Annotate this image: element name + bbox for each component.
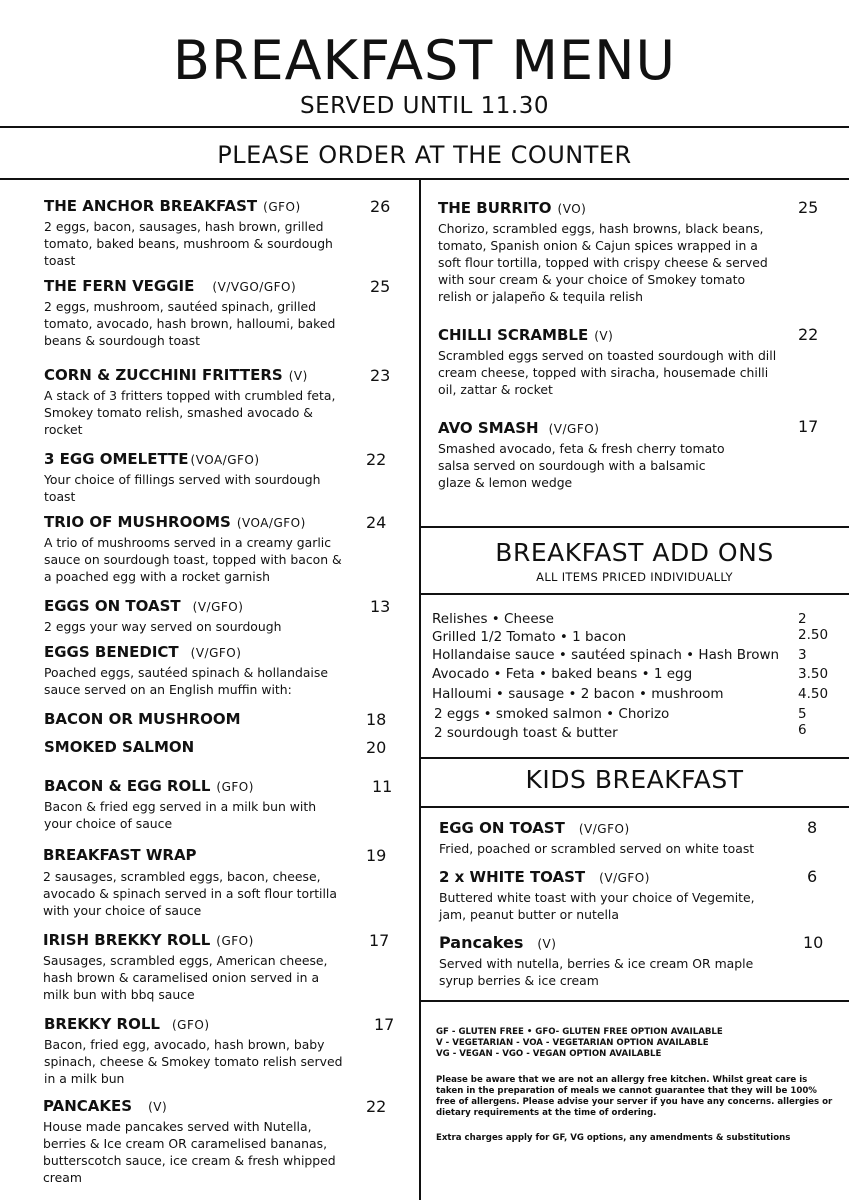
addon-item: Relishes • Cheese: [432, 611, 554, 627]
legend-line: VG - VEGAN - VGO - VEGAN OPTION AVAILABLE: [436, 1049, 662, 1059]
item-name: EGGS ON TOAST: [44, 597, 181, 615]
item-diet-tag: (V/GFO): [548, 422, 600, 436]
item-price: 13: [370, 597, 391, 616]
addon-price: 4.50: [798, 686, 829, 702]
item-name: THE FERN VEGGIE: [44, 277, 195, 295]
allergy-note: Please be aware that we are not an allergy free kitchen. Whilst great care is taken in the preparation of meals we cannot guarantee that they will be 100% free of allergens. Please advise your server if you have any concerns. allergies or dietary requirements at the time of ordering.: [436, 1075, 833, 1118]
legend-line: V - VEGETARIAN - VOA - VEGETARIAN OPTION AVAILABLE: [436, 1038, 709, 1048]
item-price: 18: [366, 710, 387, 729]
addon-price: 2.50: [798, 627, 829, 643]
item-description: Poached eggs, sautéed spinach & hollandaise sauce served on an English muffin with:: [44, 665, 328, 697]
item-description: Served with nutella, berries & ice cream OR maple syrup berries & ice cream: [439, 956, 754, 988]
menu-item: [439, 867, 779, 923]
divider-top: [0, 126, 849, 128]
kids-title: KIDS BREAKFAST: [525, 765, 744, 794]
item-description: Scrambled eggs served on toasted sourdough with dill cream cheese, topped with siracha, housemade chilli oil, zattar & rocket: [438, 348, 777, 397]
extra-charges-note: Extra charges apply for GF, VG options, any amendments & substitutions: [436, 1133, 791, 1143]
item-diet-tag: (V/GFO): [599, 871, 650, 885]
item-price: 26: [370, 197, 391, 216]
item-name: 3 EGG OMELETTE: [44, 450, 189, 468]
item-description: A stack of 3 fritters topped with crumbled feta, Smokey tomato relish, smashed avocado & rocket: [44, 388, 336, 437]
item-name: PANCAKES: [43, 1097, 133, 1115]
menu-item: [44, 596, 344, 635]
addon-price: 3.50: [798, 666, 829, 682]
item-name: EGG ON TOAST: [439, 819, 565, 837]
item-price: 22: [798, 325, 819, 344]
item-price: 6: [807, 867, 818, 886]
menu-item: [44, 276, 344, 349]
item-description: Your choice of fillings served with sourdough toast: [44, 472, 321, 504]
addons-title: BREAKFAST ADD ONS: [495, 538, 774, 567]
item-price: 8: [807, 818, 818, 837]
item-description: Smashed avocado, feta & fresh cherry tomato salsa served on sourdough with a balsamic glaze & lemon wedge: [438, 441, 725, 490]
item-name: CHILLI SCRAMBLE: [438, 326, 589, 344]
item-diet-tag: (V): [594, 329, 614, 343]
divider-addons-top: [419, 526, 849, 528]
order-note: PLEASE ORDER AT THE COUNTER: [217, 141, 632, 169]
divider-addons-header: [419, 593, 849, 595]
item-description: 2 eggs, bacon, sausages, hash brown, grilled tomato, baked beans, mushroom & sourdough toast: [44, 219, 333, 268]
menu-item: [44, 642, 344, 698]
item-price: 10: [803, 933, 824, 952]
item-name: THE BURRITO: [438, 199, 552, 217]
addon-price: 2: [798, 611, 807, 627]
item-name: AVO SMASH: [438, 419, 539, 437]
legend-line: GF - GLUTEN FREE • GFO- GLUTEN FREE OPTION AVAILABLE: [436, 1027, 723, 1037]
item-description: Fried, poached or scrambled served on white toast: [439, 841, 755, 856]
menu-item: [439, 933, 759, 989]
item-diet-tag: (V): [537, 937, 557, 951]
item-price: 24: [366, 513, 387, 532]
item-name: THE ANCHOR BREAKFAST: [44, 197, 258, 215]
menu-item: [44, 449, 344, 505]
menu-item: [44, 776, 344, 832]
item-price: 25: [370, 277, 391, 296]
item-diet-tag: (GFO): [216, 934, 254, 948]
menu-item: [44, 365, 344, 438]
item-name: EGGS BENEDICT: [44, 643, 179, 661]
addons-subtitle: ALL ITEMS PRICED INDIVIDUALLY: [536, 570, 733, 584]
item-description: Bacon, fried egg, avocado, hash brown, baby spinach, cheese & Smokey tomato relish served in a milk bun: [44, 1037, 343, 1086]
item-diet-tag: (VOA/GFO): [236, 516, 306, 530]
item-name: BREKKY ROLL: [44, 1015, 160, 1033]
item-diet-tag: (V/VGO/GFO): [212, 280, 297, 294]
item-price: 25: [798, 198, 819, 217]
menu-item: [438, 198, 778, 305]
item-diet-tag: (V/GFO): [192, 600, 244, 614]
menu-item: [44, 512, 344, 585]
addon-price: 3: [798, 647, 807, 663]
item-name: CORN & ZUCCHINI FRITTERS: [44, 366, 283, 384]
addon-item: Halloumi • sausage • 2 bacon • mushroom: [432, 686, 724, 702]
menu-item: [43, 930, 343, 1003]
item-price: 17: [798, 417, 819, 436]
item-description: 2 sausages, scrambled eggs, bacon, cheese, avocado & spinach served in a soft flour tortilla with your choice of sauce: [43, 869, 337, 918]
menu-item: [439, 818, 779, 857]
item-price: 20: [366, 738, 387, 757]
item-description: Chorizo, scrambled eggs, hash browns, black beans, tomato, Spanish onion & Cajun spices wrapped in a soft flour tortilla, topped with crispy cheese & served with sour cream & your choice of Smokey tomato relish or jalapeño & tequila relish: [438, 221, 768, 304]
item-name: Pancakes: [439, 933, 524, 952]
addon-item: Grilled 1/2 Tomato • 1 bacon: [432, 629, 627, 645]
item-name: BACON OR MUSHROOM: [44, 710, 241, 728]
item-diet-tag: (GFO): [263, 200, 301, 214]
item-diet-tag: (VO): [557, 202, 587, 216]
addon-item: Avocado • Feta • baked beans • 1 egg: [432, 666, 693, 682]
menu-subtitle: SERVED UNTIL 11.30: [300, 93, 549, 119]
menu-item: [43, 845, 343, 919]
addon-item: 2 eggs • smoked salmon • Chorizo: [434, 706, 670, 722]
item-name: 2 x WHITE TOAST: [439, 868, 586, 886]
item-name: IRISH BREKKY ROLL: [43, 931, 211, 949]
item-description: 2 eggs, mushroom, sautéed spinach, grilled tomato, avocado, hash brown, halloumi, baked beans & sourdough toast: [44, 299, 336, 348]
item-price: 17: [374, 1015, 395, 1034]
item-name: BACON & EGG ROLL: [44, 777, 211, 795]
item-diet-tag: (GFO): [171, 1018, 210, 1032]
item-name: SMOKED SALMON: [44, 738, 195, 756]
item-diet-tag: (V/GFO): [190, 646, 242, 660]
item-description: Buttered white toast with your choice of Vegemite, jam, peanut butter or nutella: [439, 890, 755, 922]
divider-kids-header: [419, 806, 849, 808]
item-price: 17: [369, 931, 390, 950]
item-diet-tag: (GFO): [216, 780, 254, 794]
item-diet-tag: (V): [148, 1100, 168, 1114]
item-description: Bacon & fried egg served in a milk bun with your choice of sauce: [44, 799, 317, 831]
item-price: 22: [366, 450, 387, 469]
menu-item: [44, 196, 344, 269]
item-description: 2 eggs your way served on sourdough: [44, 619, 282, 634]
item-description: House made pancakes served with Nutella, berries & Ice cream OR caramelised bananas, butterscotch sauce, ice cream & fresh whipped cream: [43, 1119, 336, 1185]
addon-item: Hollandaise sauce • sautéed spinach • Hash Brown: [432, 647, 780, 663]
item-name: BREAKFAST WRAP: [43, 846, 197, 864]
item-description: Sausages, scrambled eggs, American cheese, hash brown & caramelised onion served in a milk bun with bbq sauce: [43, 953, 328, 1002]
addon-item: 2 sourdough toast & butter: [434, 725, 618, 741]
menu-item: [438, 325, 778, 398]
item-price: 22: [366, 1097, 387, 1116]
item-name: TRIO OF MUSHROOMS: [44, 513, 231, 531]
item-diet-tag: (V/GFO): [578, 822, 630, 836]
divider-legend-top: [419, 1000, 849, 1002]
menu-item: [44, 1014, 344, 1087]
item-price: 23: [370, 366, 391, 385]
item-description: A trio of mushrooms served in a creamy garlic sauce on sourdough toast, topped with bacon & a poached egg with a rocket garnish: [44, 535, 342, 584]
item-price: 19: [366, 846, 387, 865]
menu-item: [44, 737, 344, 757]
divider-kids-top: [419, 757, 849, 759]
item-price: 11: [372, 777, 393, 796]
item-diet-tag: (V): [288, 369, 308, 383]
menu-item: [438, 418, 738, 491]
item-diet-tag: (VOA/GFO): [190, 453, 260, 467]
column-divider: [419, 178, 421, 1200]
addon-price: 5: [798, 706, 807, 722]
menu-title: BREAKFAST MENU: [172, 29, 677, 92]
addon-price: 6: [798, 722, 807, 738]
divider-header-bottom: [0, 178, 849, 180]
menu-item: [44, 709, 344, 729]
dietary-legend: [436, 1027, 836, 1060]
menu-item: [43, 1096, 348, 1186]
